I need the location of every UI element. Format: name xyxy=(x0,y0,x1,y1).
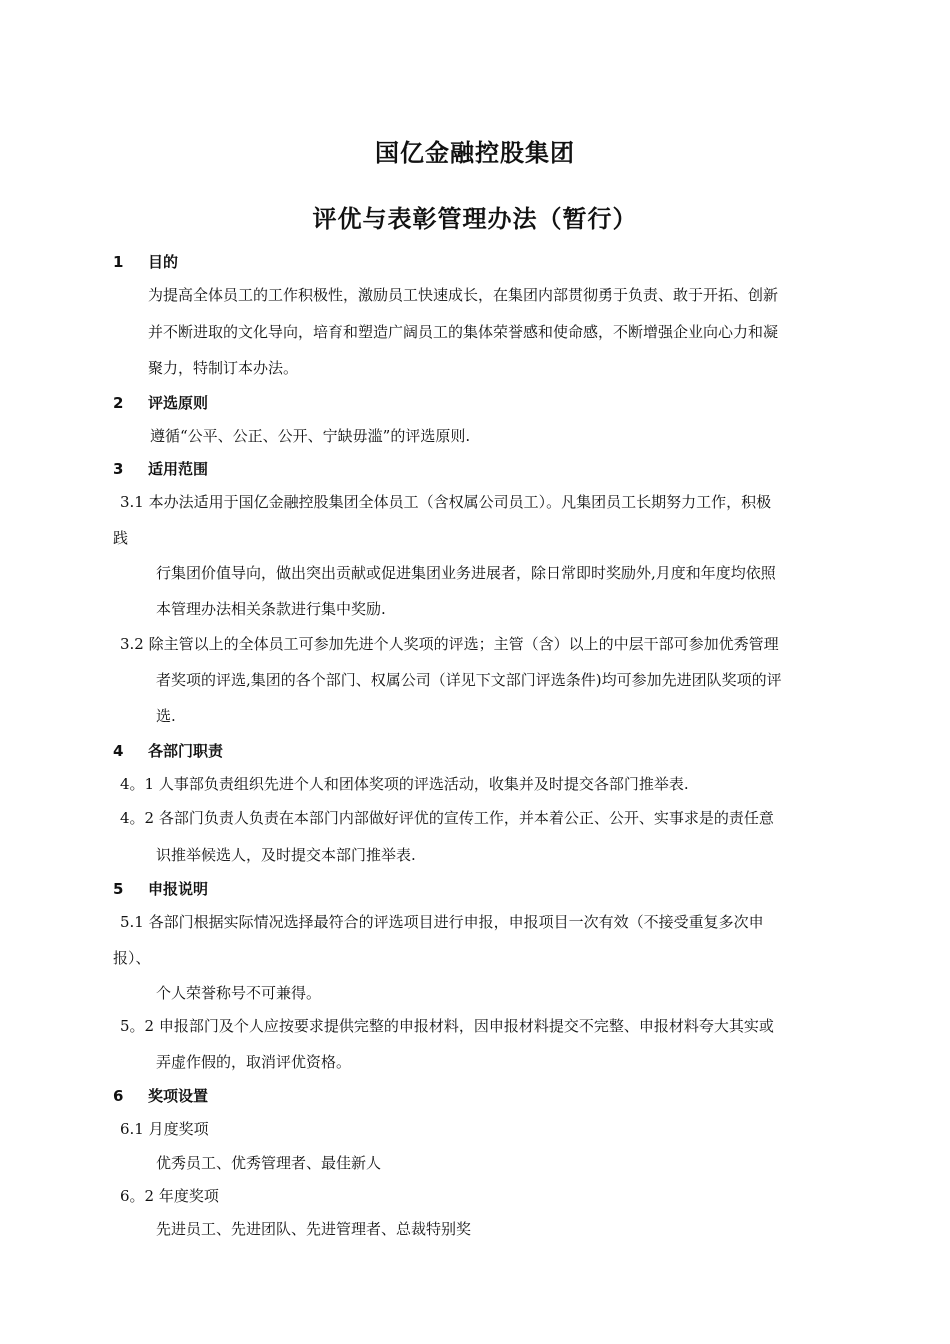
section-title: 各部门职责 xyxy=(148,742,224,760)
paragraph-line: 6。2 年度奖项 xyxy=(120,1187,219,1205)
section-number: 3 xyxy=(113,460,124,478)
section-4-heading xyxy=(113,741,223,761)
paragraph-line: 者奖项的评选,集团的各个部门、权属公司（详见下文部门评选条件)均可参加先进团队奖项的评 xyxy=(156,671,782,689)
section-number: 4 xyxy=(113,742,124,760)
paragraph-line: 行集团价值导向，做出突出贡献或促进集团业务进展者，除日常即时奖励外,月度和年度均依照 xyxy=(156,564,776,582)
section-2-heading xyxy=(113,393,208,413)
paragraph-line: 先进员工、先进团队、先进管理者、总裁特别奖 xyxy=(156,1220,472,1238)
paragraph-line: 本管理办法相关条款进行集中奖励. xyxy=(156,600,386,618)
paragraph-line: 5.1 各部门根据实际情况选择最符合的评选项目进行申报，申报项目一次有效（不接受重复多次申 xyxy=(120,913,764,931)
section-6-heading xyxy=(113,1086,208,1106)
document-title: 国亿金融控股集团 xyxy=(375,139,575,167)
document-subtitle: 评优与表彰管理办法（暂行） xyxy=(312,205,638,233)
paragraph-line: 3.1 本办法适用于国亿金融控股集团全体员工（含权属公司员工）。凡集团员工长期努力工作，积极 xyxy=(120,493,772,511)
section-title: 申报说明 xyxy=(148,880,209,898)
paragraph-line: 优秀员工、优秀管理者、最佳新人 xyxy=(156,1154,382,1172)
section-number: 1 xyxy=(113,253,124,271)
paragraph-line: 并不断进取的文化导向，培育和塑造广阔员工的集体荣誉感和使命感，不断增强企业向心力和凝 xyxy=(148,323,779,341)
paragraph-line: 报）、 xyxy=(113,949,151,967)
section-3-heading xyxy=(113,459,208,479)
section-title: 适用范围 xyxy=(148,460,209,478)
paragraph-line: 个人荣誉称号不可兼得。 xyxy=(156,984,322,1002)
section-number: 5 xyxy=(113,880,124,898)
section-number: 2 xyxy=(113,394,124,412)
paragraph-line: 识推举候选人，及时提交本部门推举表. xyxy=(156,846,416,864)
section-title: 评选原则 xyxy=(148,394,209,412)
section-5-heading xyxy=(113,879,208,899)
section-title: 奖项设置 xyxy=(148,1087,209,1105)
section-1-heading xyxy=(113,252,178,272)
paragraph-line: 遵循“公平、公正、公开、宁缺毋滥”的评选原则. xyxy=(150,427,471,445)
paragraph-line: 践 xyxy=(113,529,129,547)
paragraph-line: 弄虚作假的，取消评优资格。 xyxy=(156,1053,352,1071)
paragraph-line: 选. xyxy=(156,707,176,725)
paragraph-line: 4。1 人事部负责组织先进个人和团体奖项的评选活动，收集并及时提交各部门推举表. xyxy=(120,775,689,793)
paragraph-line: 3.2 除主管以上的全体员工可参加先进个人奖项的评选；主管（含）以上的中层干部可参加优秀管理 xyxy=(120,635,779,653)
paragraph-line: 5。2 申报部门及个人应按要求提供完整的申报材料，因申报材料提交不完整、申报材料夸大其实或 xyxy=(120,1017,774,1035)
paragraph-line: 4。2 各部门负责人负责在本部门内部做好评优的宣传工作，并本着公正、公开、实事求是的责任意 xyxy=(120,809,774,827)
paragraph-line: 聚力，特制订本办法。 xyxy=(148,359,299,377)
paragraph-line: 6.1 月度奖项 xyxy=(120,1120,209,1138)
paragraph-line: 为提高全体员工的工作积极性，激励员工快速成长，在集团内部贯彻勇于负责、敢于开拓、创新 xyxy=(148,286,779,304)
section-title: 目的 xyxy=(148,253,179,271)
section-number: 6 xyxy=(113,1087,124,1105)
